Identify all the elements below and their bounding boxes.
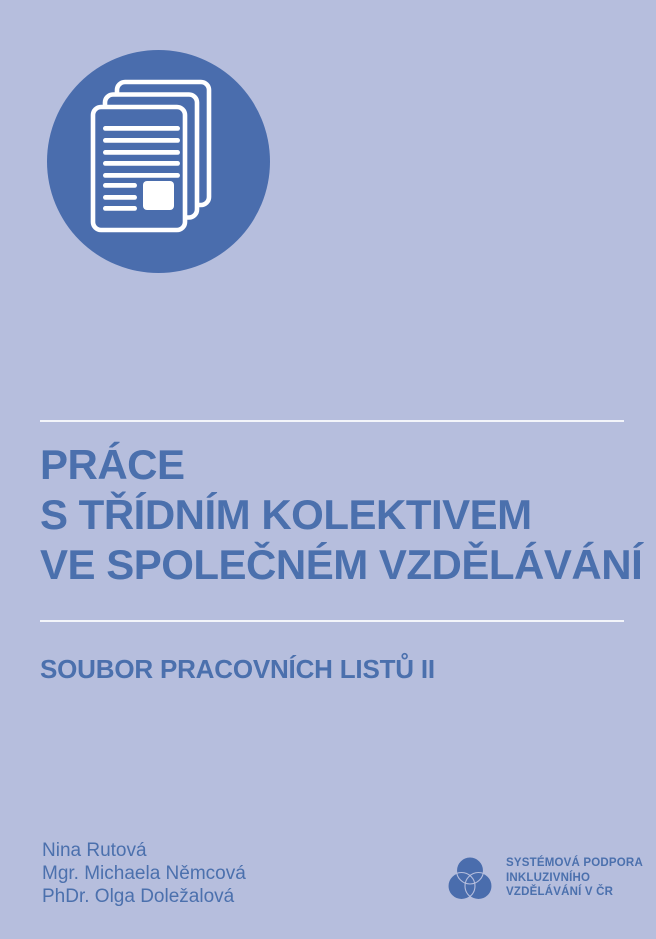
publisher-logo-text-line-1: SYSTÉMOVÁ PODPORA	[506, 857, 643, 869]
author-name: Nina Rutová	[42, 840, 147, 861]
publisher-logo-text	[506, 856, 643, 900]
divider-bottom	[40, 620, 624, 622]
divider-top	[40, 420, 624, 422]
documents-stack-icon	[47, 50, 270, 273]
page-subtitle: SOUBOR PRACOVNÍCH LISTŮ II	[40, 654, 435, 684]
publisher-logo-text-line-2: INKLUZIVNÍHO	[506, 871, 591, 884]
page-title-line-3: VE SPOLEČNÉM VZDĚLÁVÁNÍ	[40, 541, 643, 588]
page-title-line-1: PRÁCE	[40, 441, 185, 488]
authors-list	[42, 839, 246, 908]
author-name: Mgr. Michaela Němcová	[42, 863, 246, 884]
publisher-logo	[446, 854, 643, 904]
page-title-line-2: S TŘÍDNÍM KOLEKTIVEM	[40, 491, 532, 538]
three-circles-venn-icon	[446, 856, 494, 904]
publisher-logo-text-line-3: VZDĚLÁVÁNÍ V ČR	[506, 886, 614, 898]
page-title	[40, 440, 642, 590]
author-name: PhDr. Olga Doležalová	[42, 886, 235, 907]
